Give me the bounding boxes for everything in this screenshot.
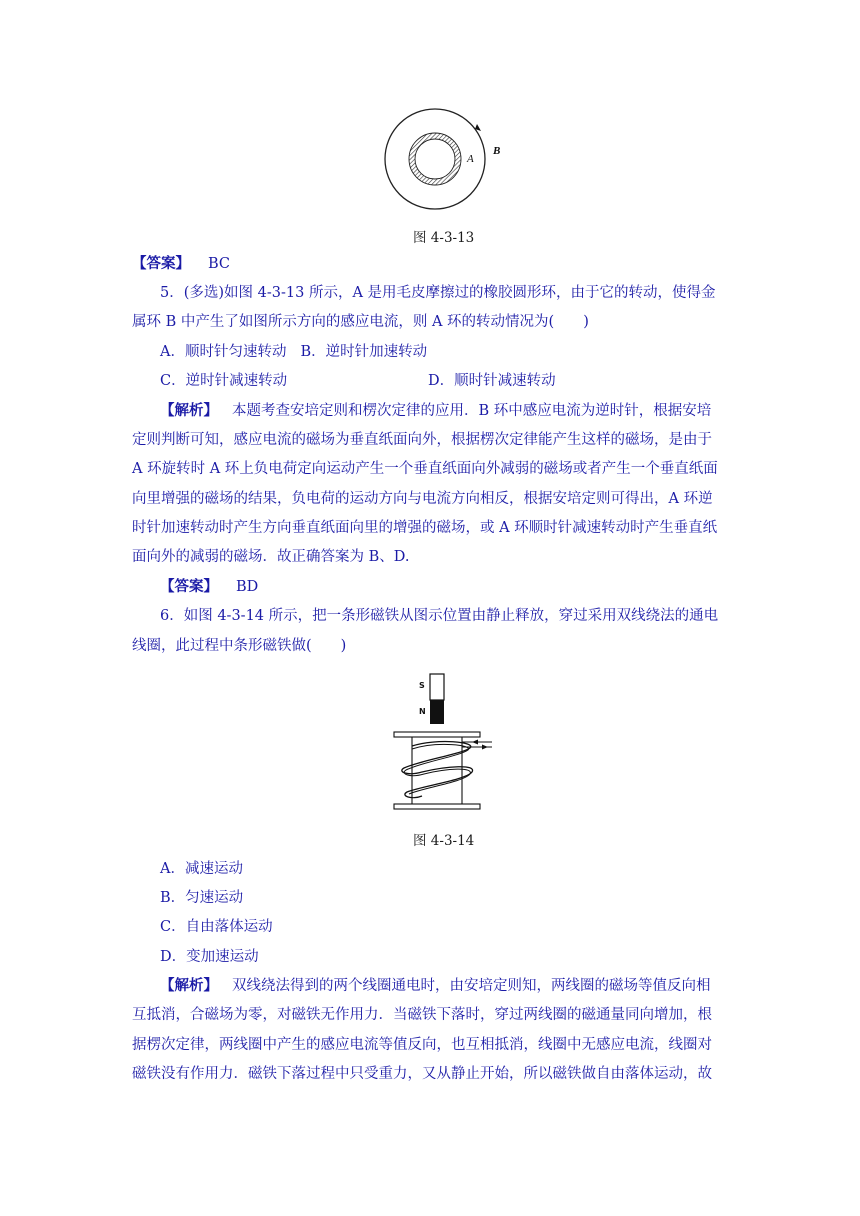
answer-value: BC [208,256,231,272]
figure-caption: 图 4-3-14 [413,833,475,849]
bar-magnet-n [430,700,444,724]
solution-line: 据楞次定律，两线圈中产生的感应电流等值反向，也互相抵消，线圈中无感应电流，线圈对 [132,1037,712,1053]
solution-text [160,976,711,996]
question-text: 线圈，此过程中条形磁铁做( ) [132,638,347,654]
inner-ring-a [412,136,458,182]
question-text: 5．(多选)如图 4-3-13 所示，A 是用毛皮摩擦过的橡胶圆形环，由于它的转动，使得金 [160,285,716,301]
solution-tag: 【解析】 [160,402,218,419]
ring-figure [380,100,520,220]
option-c: C．逆时针减速转动 [160,373,288,389]
arrow-right-icon [482,745,488,750]
solution-line: A 环旋转时 A 环上负电荷定向运动产生一个垂直纸面向外减弱的磁场或者产生一个垂直纸面 [132,461,718,477]
solution-line: 向里增强的磁场的结果，负电荷的运动方向与电流方向相反，根据安培定则可得出，A 环逆 [132,491,713,507]
question-text: 6．如图 4-3-14 所示，把一条形磁铁从图示位置由静止释放，穿过采用双线绕法的通电 [160,608,719,624]
solution-line: 本题考查安培定则和楞次定律的应用．B 环中感应电流为逆时针，根据安培 [232,403,712,419]
answer-tag: 【答案】 [160,578,218,595]
option-row [160,342,427,362]
option-d: D．顺时针减速转动 [428,373,556,389]
question-text: 属环 B 中产生了如图所示方向的感应电流，则 A 环的转动情况为( ) [132,314,589,330]
option-b: B．匀速运动 [160,890,244,906]
label-b: B [493,145,501,157]
option-c: C．自由落体运动 [160,919,273,935]
magnet-coil-figure [392,668,502,818]
option-a: A．减速运动 [160,861,243,877]
option-row [160,371,287,391]
bar-magnet-s [430,674,444,700]
figure-caption: 图 4-3-13 [413,230,475,246]
option-a: A．顺时针匀速转动 [160,344,287,360]
solution-tag: 【解析】 [160,977,218,994]
label-n: N [419,707,426,716]
label-a: A [467,153,474,165]
option-d: D．变加速运动 [160,949,259,965]
solution-line: 时针加速转动时产生方向垂直纸面向里的增强的磁场，或 A 环顺时针减速转动时产生垂直纸 [132,520,718,536]
answer-value: BD [236,579,259,595]
arrow-left-icon [472,740,478,745]
solution-line: 互抵消，合磁场为零，对磁铁无作用力．当磁铁下落时，穿过两线圈的磁通量同向增加，根 [132,1007,712,1023]
solution-line: 双线绕法得到的两个线圈通电时，由安培定则知，两线圈的磁场等值反向相 [232,978,711,994]
solution-line: 面向外的减弱的磁场．故正确答案为 B、D. [132,549,410,565]
solution-line: 定则判断可知，感应电流的磁场为垂直纸面向外，根据楞次定律能产生这样的磁场，是由于 [132,432,712,448]
answer-row [160,577,258,597]
answer-tag: 【答案】 [132,255,190,272]
solution-text [160,401,711,421]
answer-row [132,254,230,274]
label-s: S [419,681,425,690]
option-b: B．逆时针加速转动 [300,344,428,360]
solution-line: 磁铁没有作用力．磁铁下落过程中只受重力，又从静止开始，所以磁铁做自由落体运动，故 [132,1066,712,1082]
